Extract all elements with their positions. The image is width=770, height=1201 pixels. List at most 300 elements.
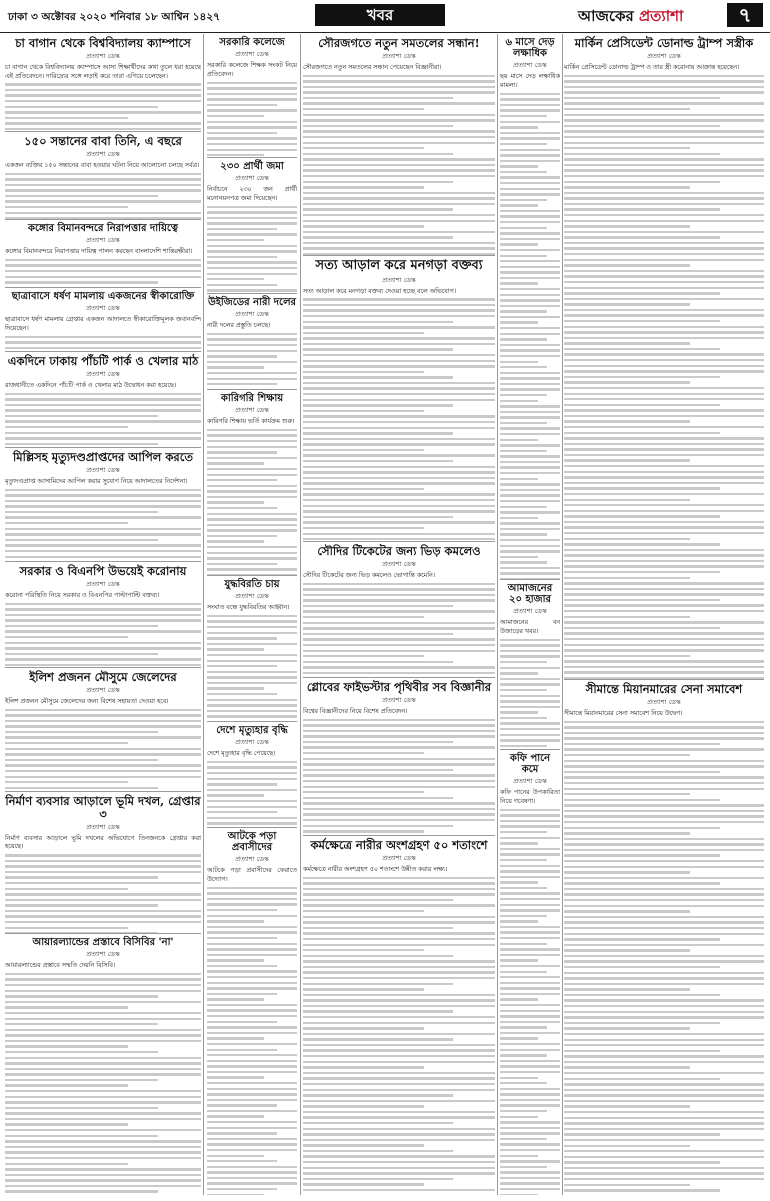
text-line xyxy=(207,222,297,224)
text-line xyxy=(207,479,277,481)
text-line xyxy=(207,245,297,247)
text-line xyxy=(303,371,424,373)
article-text-lines xyxy=(5,259,201,288)
text-line xyxy=(5,398,201,400)
text-line xyxy=(303,1038,453,1040)
text-line xyxy=(303,610,495,612)
article-headline[interactable]: সৌরজগতে নতুন সমতলের সন্ধান! xyxy=(318,36,480,50)
text-line xyxy=(5,625,158,627)
text-line xyxy=(5,1012,201,1014)
text-line xyxy=(303,236,453,238)
text-line xyxy=(5,264,201,266)
text-line xyxy=(303,410,424,412)
article-body xyxy=(5,64,201,132)
article xyxy=(207,390,297,576)
text-line xyxy=(303,86,495,88)
text-line xyxy=(303,321,453,323)
article-headline[interactable]: উইজিডের নারী দলের xyxy=(207,297,297,308)
text-line xyxy=(303,153,453,155)
text-line xyxy=(5,776,201,778)
text-line xyxy=(303,1044,495,1046)
text-line xyxy=(303,1049,495,1051)
text-line xyxy=(5,336,201,338)
text-line xyxy=(207,552,297,554)
text-line xyxy=(303,960,495,962)
masthead xyxy=(0,0,770,33)
text-line xyxy=(207,378,297,380)
text-line xyxy=(207,665,277,667)
article-text-lines xyxy=(5,83,201,132)
article xyxy=(5,668,201,792)
text-line xyxy=(207,284,277,286)
text-line xyxy=(303,899,453,901)
article-headline[interactable]: যুদ্ধবিরতি চায় xyxy=(224,579,280,590)
text-line xyxy=(303,605,453,607)
text-line xyxy=(5,603,201,605)
article xyxy=(207,294,297,390)
text-line xyxy=(303,971,495,973)
text-line xyxy=(303,1183,424,1185)
article-text-lines xyxy=(207,82,297,158)
article-headline[interactable]: ৬ মাসে দেড় লক্ষাধিক xyxy=(505,37,555,60)
text-line xyxy=(207,87,297,89)
text-line xyxy=(303,242,495,244)
text-line xyxy=(303,499,495,501)
article-headline[interactable]: সরকারি কলেজে xyxy=(219,37,285,48)
text-line xyxy=(5,89,201,91)
text-line xyxy=(207,648,264,650)
text-line xyxy=(5,200,201,202)
text-line xyxy=(207,704,297,706)
text-line xyxy=(5,1185,201,1187)
text-line xyxy=(5,404,201,406)
article-byline: প্রত্যাশা ডেস্ক xyxy=(86,465,120,474)
article xyxy=(5,562,201,668)
article-headline[interactable]: ইলিশ প্রজনন মৌসুমে জেলেদের xyxy=(29,670,177,684)
text-line xyxy=(303,136,495,138)
text-line xyxy=(207,970,297,972)
text-line xyxy=(303,1072,495,1074)
text-line xyxy=(303,225,424,227)
column-4 xyxy=(500,34,560,1195)
article-text-lines xyxy=(5,336,201,352)
text-line xyxy=(207,361,297,363)
text-line xyxy=(207,256,277,258)
article-body xyxy=(5,592,201,668)
text-line xyxy=(207,239,264,241)
text-line xyxy=(5,83,201,85)
text-line xyxy=(5,927,128,929)
article-headline[interactable]: কর্মক্ষেত্রে নারীর অংশগ্রহণ ৫০ শতাংশে xyxy=(310,838,488,852)
text-line xyxy=(5,1001,201,1003)
article-headline[interactable]: সৌদির টিকেটের জন্য ভিড় কমলেও xyxy=(317,544,481,558)
text-line xyxy=(5,1129,201,1131)
text-line xyxy=(303,1189,495,1191)
text-line xyxy=(303,1105,424,1107)
text-line xyxy=(303,91,495,93)
text-line xyxy=(303,741,453,743)
text-line xyxy=(207,822,297,824)
article-body xyxy=(303,866,495,1195)
text-line xyxy=(303,938,495,940)
text-line xyxy=(207,273,297,275)
text-line xyxy=(303,521,495,523)
article-body xyxy=(5,698,201,792)
text-line xyxy=(5,100,201,102)
text-line xyxy=(303,376,453,378)
article-lead: কঙ্গোর বিমানবন্দরে নিরাপত্তার দায়িত্ব পালন করছেন বাংলাদেশি শান্তিরক্ষীরা। xyxy=(5,248,193,256)
text-line xyxy=(207,660,297,662)
text-line xyxy=(207,429,297,431)
text-line xyxy=(207,1037,264,1039)
text-line xyxy=(207,149,297,151)
text-line xyxy=(303,1150,453,1152)
text-line xyxy=(207,766,297,768)
text-line xyxy=(207,1021,277,1023)
text-line xyxy=(207,1065,297,1067)
article-body xyxy=(5,962,201,1195)
text-line xyxy=(303,594,495,596)
article-byline: প্রত্যাশা ডেস্ক xyxy=(382,559,416,568)
article-headline[interactable]: আয়ারল্যান্ডের প্রস্তাবে বিসিবির 'না' xyxy=(32,937,174,948)
article xyxy=(303,836,495,1195)
text-line xyxy=(207,338,297,340)
text-line xyxy=(303,955,453,957)
text-line xyxy=(303,983,453,985)
text-line xyxy=(5,1101,201,1103)
text-line xyxy=(207,915,297,917)
article-headline[interactable]: সত্য আড়াল করে মনগড়া বক্তব্য xyxy=(315,258,483,273)
article-headline[interactable]: আটকে পড়া প্রবাসীদের xyxy=(227,831,277,854)
article-body xyxy=(5,316,201,352)
text-line xyxy=(303,304,495,306)
article-body xyxy=(207,867,297,1195)
text-line xyxy=(207,965,277,967)
text-line xyxy=(303,75,495,77)
text-line xyxy=(303,988,424,990)
article-headline[interactable]: ২৩০ প্রার্থী জমা xyxy=(220,161,284,172)
text-line xyxy=(303,510,495,512)
text-line xyxy=(207,366,264,368)
text-line xyxy=(303,633,453,635)
text-line xyxy=(5,973,201,975)
text-line xyxy=(5,787,158,789)
text-line xyxy=(5,1140,201,1142)
text-line xyxy=(207,783,277,785)
text-line xyxy=(207,1049,277,1051)
text-line xyxy=(303,1055,495,1057)
article-headline[interactable]: গ্লোবের ফাইভস্টার পৃথিবীর সব বিজ্ঞানীর xyxy=(306,680,492,694)
article-byline: প্রত্যাশা ডেস্ক xyxy=(86,579,120,588)
text-line xyxy=(5,259,201,261)
text-line xyxy=(5,910,201,912)
text-line xyxy=(303,916,495,918)
text-line xyxy=(5,888,128,890)
article-headline[interactable]: দেশে মৃত্যুহার বৃদ্ধি xyxy=(216,725,288,736)
text-line xyxy=(303,354,495,356)
text-line xyxy=(207,637,277,639)
text-line xyxy=(207,446,297,448)
text-line xyxy=(5,281,158,283)
text-line xyxy=(5,128,201,130)
article-headline[interactable]: চা বাগান থেকে বিশ্ববিদ্যালয় ক্যাম্পাসে xyxy=(15,36,191,50)
column-2 xyxy=(207,34,297,1195)
text-line xyxy=(5,341,201,343)
text-line xyxy=(207,1009,297,1011)
text-line xyxy=(207,513,297,515)
article xyxy=(207,828,297,1195)
text-line xyxy=(5,1118,201,1120)
text-line xyxy=(303,966,495,968)
article xyxy=(207,34,297,158)
text-line xyxy=(5,871,201,873)
text-line xyxy=(207,501,264,503)
article-text-lines xyxy=(303,719,495,836)
article-byline: প্রত্যাশা ডেস্ক xyxy=(235,174,269,183)
article-lead: সংঘাত বন্ধে যুদ্ধবিরতির আহ্বান। xyxy=(207,604,290,612)
article-lead: একজন ব্যক্তির ১৫০ সন্তানের বাবা হওয়ার ঘটনা নিয়ে আলোচনা চলছে সর্বত্র। xyxy=(5,161,200,169)
text-line xyxy=(5,753,201,755)
article-byline: প্রত্যাশা ডেস্ক xyxy=(382,51,416,60)
text-line xyxy=(303,672,495,674)
text-line xyxy=(303,999,495,1001)
text-line xyxy=(303,1155,495,1157)
text-line xyxy=(5,111,201,113)
text-line xyxy=(207,154,264,156)
text-line xyxy=(303,142,495,144)
text-line xyxy=(207,540,264,542)
article-headline[interactable]: মিল্লিসহ মৃত্যুদণ্ডপ্রাপ্তদের আপিল করতে xyxy=(13,450,193,464)
text-line xyxy=(500,98,560,100)
text-line xyxy=(5,770,201,772)
text-line xyxy=(207,350,297,352)
text-line xyxy=(5,709,201,711)
text-line xyxy=(303,1061,495,1063)
text-line xyxy=(303,638,495,640)
text-line xyxy=(207,671,297,673)
article-headline[interactable]: ছাত্রাবাসে ধর্ষণ মামলায় একজনের স্বীকারোক্তি xyxy=(11,291,195,302)
text-line xyxy=(303,813,495,815)
text-line xyxy=(207,355,277,357)
dateline: ঢাকা ৩ অক্টোবর ২০২০ শনিবার ১৮ আশ্বিন ১৪২৭ xyxy=(8,11,220,23)
article-body xyxy=(5,248,201,288)
text-line xyxy=(303,797,453,799)
text-line xyxy=(207,909,277,911)
text-line xyxy=(5,173,201,175)
text-line xyxy=(5,978,201,980)
text-line xyxy=(207,626,297,628)
text-line xyxy=(303,164,495,166)
text-line xyxy=(5,1034,201,1036)
text-line xyxy=(303,944,495,946)
text-line xyxy=(5,1029,201,1031)
text-line xyxy=(5,1006,128,1008)
text-line xyxy=(5,742,128,744)
article-byline: প্রত্যাশা ডেস্ক xyxy=(86,236,120,245)
article-byline: প্রত্যাশা ডেস্ক xyxy=(382,275,416,284)
text-line xyxy=(303,454,495,456)
text-line xyxy=(303,1066,424,1068)
text-line xyxy=(207,82,297,84)
text-line xyxy=(207,920,264,922)
text-line xyxy=(207,1177,297,1179)
text-line xyxy=(5,1190,158,1192)
article-lead: দেশে মৃত্যুহার বৃদ্ধি পেয়েছে। xyxy=(207,750,276,758)
text-line xyxy=(5,212,201,214)
text-line xyxy=(5,270,201,272)
text-line xyxy=(5,443,158,445)
text-line xyxy=(303,421,495,423)
text-line xyxy=(5,500,201,502)
text-line xyxy=(303,1027,424,1029)
article-text-lines xyxy=(500,93,560,580)
article-headline[interactable]: ১৫০ সন্তানের বাবা তিনি, এ বছরে xyxy=(24,134,182,148)
text-line xyxy=(5,556,201,558)
text-line xyxy=(303,616,424,618)
article-headline[interactable]: সরকার ও বিএনপি উভয়েই করোনায় xyxy=(19,564,187,578)
text-line xyxy=(303,208,453,210)
text-line xyxy=(303,432,453,434)
text-line xyxy=(303,588,495,590)
article-lead: সরকারি কলেজে শিক্ষক সংকট নিয়ে প্রতিবেদন। xyxy=(207,62,297,78)
text-line xyxy=(303,583,495,585)
article-text-lines xyxy=(5,854,201,934)
text-line xyxy=(303,730,495,732)
text-line xyxy=(207,143,297,145)
text-line xyxy=(303,348,453,350)
article-lead: নির্বাচনে ২৩০ জন প্রার্থী মনোনয়নপত্র জমা দিয়েছেন। xyxy=(207,186,297,202)
text-line xyxy=(207,789,297,791)
text-line xyxy=(303,1111,495,1113)
text-line xyxy=(303,197,495,199)
text-line xyxy=(303,1033,495,1035)
text-line xyxy=(303,533,495,535)
article-lead: মৃত্যুদণ্ডপ্রাপ্ত আসামিদের আপিল করার সুযোগ নিয়ে আদালতের নির্দেশনা। xyxy=(5,477,188,485)
text-line xyxy=(207,1143,297,1145)
text-line xyxy=(207,383,277,385)
text-line xyxy=(303,119,495,121)
text-line xyxy=(5,1040,201,1042)
text-line xyxy=(207,982,297,984)
text-line xyxy=(303,904,495,906)
text-line xyxy=(303,460,453,462)
text-line xyxy=(303,650,495,652)
text-line xyxy=(207,632,297,634)
text-line xyxy=(303,1128,495,1130)
text-line xyxy=(5,893,201,895)
text-line xyxy=(303,661,453,663)
text-line xyxy=(303,80,495,82)
article-headline[interactable]: নির্মাণ ব্যবসার আড়ালে ভূমি দখল, গ্রেপ্তার ৩ xyxy=(5,794,201,821)
text-line xyxy=(303,888,495,890)
text-line xyxy=(5,1062,201,1064)
text-line xyxy=(303,102,495,104)
text-line xyxy=(5,748,201,750)
text-line xyxy=(207,1071,297,1073)
text-line xyxy=(207,1132,277,1134)
article-body xyxy=(303,64,495,256)
article-body xyxy=(5,478,201,562)
text-line xyxy=(500,121,560,123)
text-line xyxy=(207,959,264,961)
text-line xyxy=(5,1051,158,1053)
text-line xyxy=(207,1115,264,1117)
text-line xyxy=(5,1107,158,1109)
article xyxy=(303,256,495,542)
text-line xyxy=(5,409,201,411)
text-line xyxy=(303,1122,453,1124)
text-line xyxy=(207,289,297,291)
text-line xyxy=(303,169,495,171)
text-line xyxy=(5,1112,201,1114)
article-text-lines xyxy=(207,761,297,828)
text-line xyxy=(207,699,297,701)
text-line xyxy=(207,211,297,213)
text-line xyxy=(303,1139,495,1141)
text-line xyxy=(207,710,297,712)
article-byline: প্রত্যাশা ডেস্ক xyxy=(86,369,120,378)
text-line xyxy=(207,715,297,717)
text-line xyxy=(207,948,297,950)
article-lead: ইলিশ প্রজনন মৌসুমে জেলেদের জন্য বিশেষ সহায়তা দেওয়া হবে। xyxy=(5,697,169,705)
text-line xyxy=(303,337,495,339)
text-line xyxy=(207,1166,297,1168)
text-line xyxy=(303,360,495,362)
text-line xyxy=(303,927,453,929)
text-line xyxy=(5,608,201,610)
article-body xyxy=(207,750,297,828)
article-headline[interactable]: কঙ্গোর বিমানবন্দরে নিরাপত্তার দায়িত্বে xyxy=(27,223,179,234)
text-line xyxy=(207,615,297,617)
text-line xyxy=(303,415,495,417)
text-line xyxy=(303,192,495,194)
article-byline: প্রত্যাশা ডেস্ক xyxy=(235,406,269,415)
text-line xyxy=(207,892,297,894)
text-line xyxy=(5,1163,128,1165)
article-text-lines xyxy=(5,709,201,792)
text-line xyxy=(5,995,158,997)
article-text-lines xyxy=(5,973,201,1195)
text-line xyxy=(5,865,201,867)
text-line xyxy=(303,365,495,367)
article-byline: প্রত্যাশা ডেস্ক xyxy=(86,304,120,313)
text-line xyxy=(303,108,424,110)
text-line xyxy=(207,462,264,464)
text-line xyxy=(5,184,201,186)
text-line xyxy=(303,298,495,300)
article-headline[interactable]: একদিনে ঢাকায় পাঁচটি পার্ক ও খেলার মাঠ xyxy=(7,354,199,368)
brand-word-a: আজকের xyxy=(578,7,634,25)
text-line xyxy=(5,759,158,761)
text-line xyxy=(303,802,495,804)
text-line xyxy=(303,1016,495,1018)
text-line xyxy=(207,943,297,945)
article-text-lines xyxy=(207,206,297,294)
text-line xyxy=(5,1151,201,1153)
text-line xyxy=(207,1110,297,1112)
text-line xyxy=(303,830,424,832)
article-byline: প্রত্যাশা ডেস্ক xyxy=(382,695,416,704)
text-line xyxy=(303,655,424,657)
text-line xyxy=(5,904,158,906)
article-headline[interactable]: কারিগরি শিক্ষায় xyxy=(220,393,284,404)
text-line xyxy=(207,524,297,526)
article xyxy=(5,288,201,352)
text-line xyxy=(303,791,424,793)
text-line xyxy=(5,544,201,546)
text-line xyxy=(303,1178,453,1180)
text-line xyxy=(207,794,264,796)
